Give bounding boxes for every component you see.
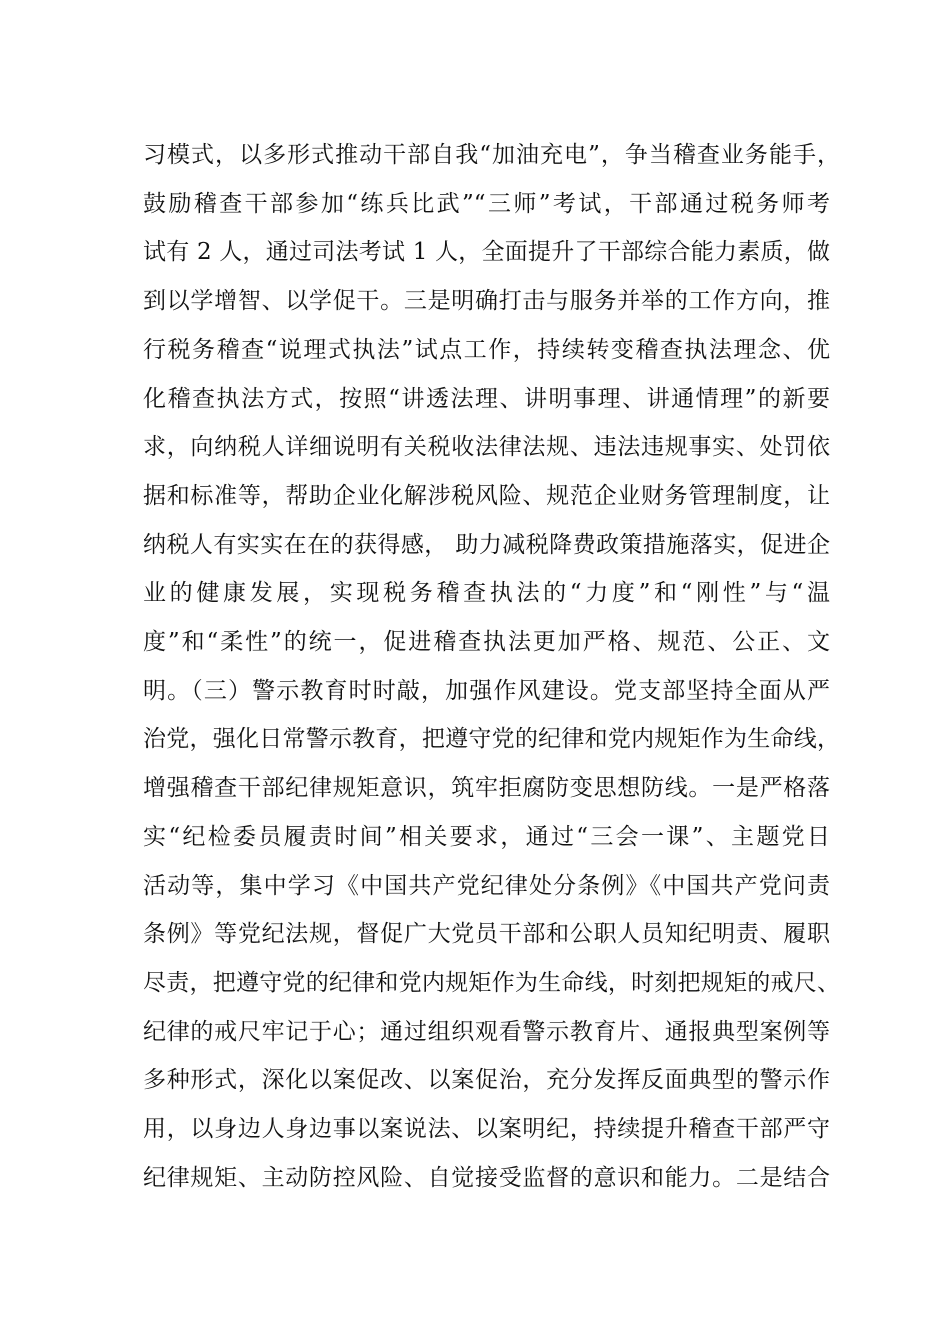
paragraph-line: 纪律的戒尺牢记于心；通过组织观看警示教育片、通报典型案例等 bbox=[143, 1018, 830, 1045]
paragraph-line: 化稽查执法方式，按照“讲透法理、讲明事理、讲通情理”的新要 bbox=[143, 385, 830, 412]
paragraph-line: 行税务稽查“说理式执法”试点工作，持续转变稽查执法理念、优 bbox=[143, 336, 830, 363]
paragraph-line: 求，向纳税人详细说明有关税收法律法规、违法违规事实、处罚依 bbox=[143, 434, 830, 461]
paragraph-line: 习模式，以多形式推动干部自我“加油充电”，争当稽查业务能手， bbox=[143, 142, 840, 168]
paragraph-line: 纳税人有实实在在的获得感， 助力减税降费政策措施落实，促进企 bbox=[143, 531, 830, 558]
paragraph-line: 度”和“柔性”的统一，促进稽查执法更加严格、规范、公正、文 bbox=[143, 629, 830, 655]
paragraph-line: 到以学增智、以学促干。三是明确打击与服务并举的工作方向，推 bbox=[143, 288, 830, 315]
paragraph-line: 条例》等党纪法规，督促广大党员干部和公职人员知纪明责、履职 bbox=[143, 921, 830, 948]
paragraph-line: 增强稽查干部纪律规矩意识，筑牢拒腐防变思想防线。一是严格落 bbox=[143, 775, 830, 802]
paragraph-line: 多种形式，深化以案促改、以案促治，充分发挥反面典型的警示作 bbox=[143, 1067, 830, 1094]
paragraph-line: 据和标准等，帮助企业化解涉税风险、规范企业财务管理制度，让 bbox=[143, 482, 830, 509]
paragraph-line: 活动等，集中学习《中国共产党纪律处分条例》《中国共产党问责 bbox=[143, 872, 830, 899]
paragraph-line: 明。（三）警示教育时时敲，加强作风建设。党支部坚持全面从严 bbox=[143, 677, 830, 704]
paragraph-line: 试有 2 人，通过司法考试 1 人，全面提升了干部综合能力素质，做 bbox=[143, 239, 830, 266]
paragraph-line: 用，以身边人身边事以案说法、以案明纪，持续提升稽查干部严守 bbox=[143, 1116, 830, 1142]
paragraph-line: 业的健康发展，实现税务稽查执法的“力度”和“刚性”与“温 bbox=[143, 580, 830, 607]
paragraph-line: 实“纪检委员履责时间”相关要求，通过“三会一课”、主题党日 bbox=[143, 823, 830, 850]
paragraph-line: 鼓励稽查干部参加“练兵比武”“三师”考试，干部通过税务师考 bbox=[143, 190, 830, 217]
paragraph-line: 尽责，把遵守党的纪律和党内规矩作为生命线，时刻把规矩的戒尺、 bbox=[143, 969, 840, 996]
paragraph-line: 治党，强化日常警示教育，把遵守党的纪律和党内规矩作为生命线， bbox=[143, 726, 840, 753]
paragraph-line: 纪律规矩、主动防控风险、自觉接受监督的意识和能力。二是结合 bbox=[143, 1164, 830, 1191]
